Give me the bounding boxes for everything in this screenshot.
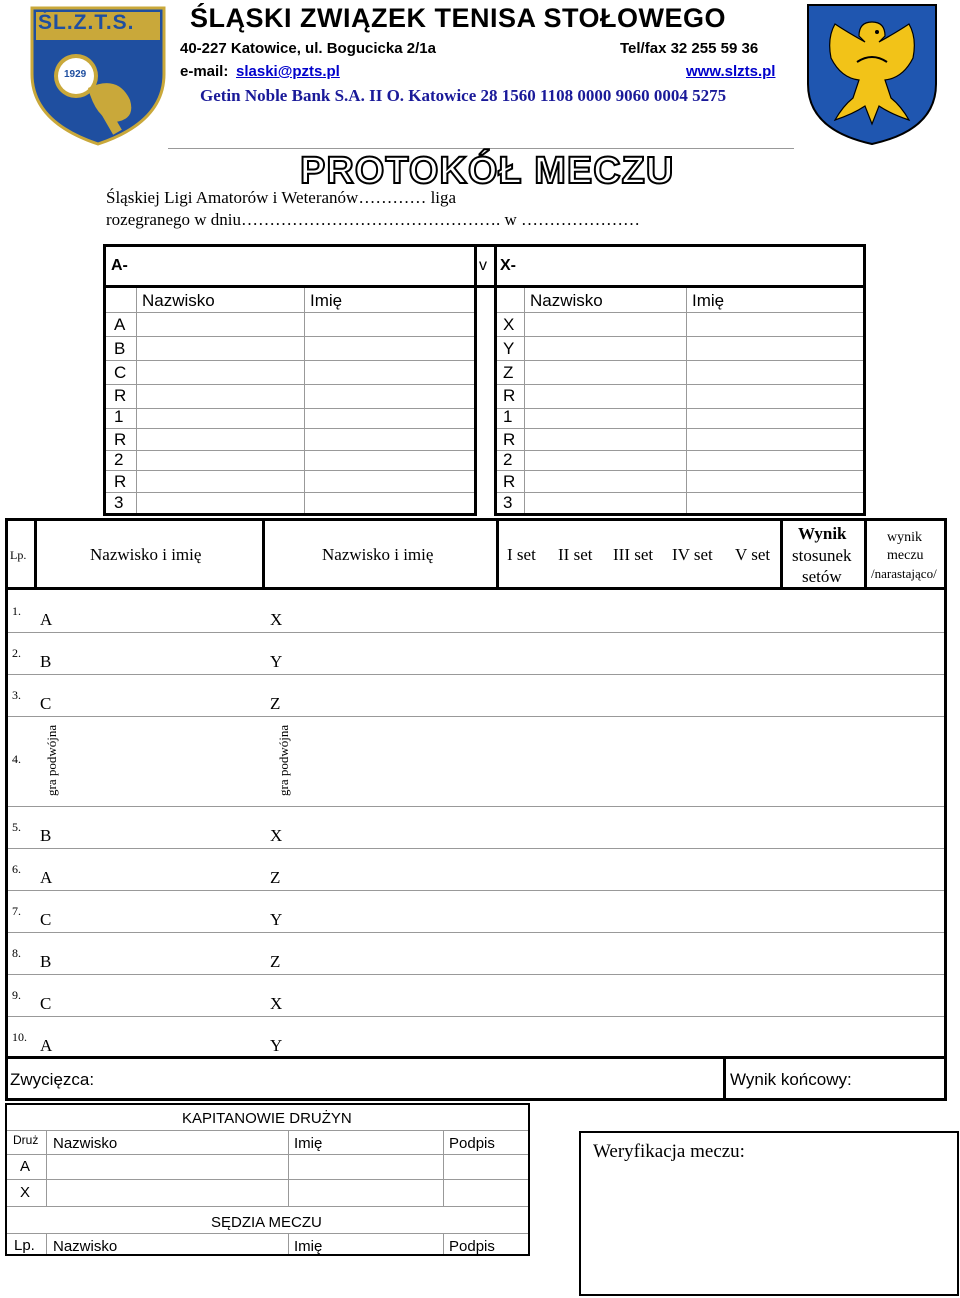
- logo-text: ŚL.Z.T.S.: [38, 11, 135, 34]
- game-player-a: C: [40, 694, 52, 713]
- roster-hline: [106, 408, 474, 409]
- federation-title: ŚLĄSKI ZWIĄZEK TENISA STOŁOWEGO: [190, 3, 727, 33]
- roster-a-vline-2: [304, 288, 305, 513]
- teams-bar-divider-right: [494, 244, 497, 288]
- game-player-x: X: [270, 994, 283, 1013]
- captain-row-x: X: [20, 1184, 31, 1201]
- game-player-a: B: [40, 826, 52, 845]
- game-lp: 7.: [12, 904, 21, 918]
- roster-hline: [106, 428, 474, 429]
- game-row: [8, 890, 944, 932]
- hdr-lp: Lp.: [10, 548, 27, 562]
- hdr-set5: V set: [735, 545, 771, 564]
- captains-col-sign: Podpis: [449, 1135, 495, 1152]
- roster-x-code: R: [503, 472, 516, 491]
- roster-hline: [106, 450, 474, 451]
- game-player-x: Y: [270, 652, 283, 671]
- game-row: [8, 632, 944, 674]
- roster-x-code: 1: [503, 407, 513, 426]
- teams-bar-divider-left: [474, 244, 477, 288]
- game-lp: 5.: [12, 820, 21, 834]
- roster-team-x: [494, 285, 866, 516]
- ref-vline-1: [46, 1233, 47, 1254]
- game-player-a: B: [40, 652, 52, 671]
- games-footer-rule: [5, 1056, 947, 1059]
- szts-logo: [28, 4, 168, 146]
- hdr-set3: III set: [613, 545, 654, 564]
- winner-label: Zwycięzca:: [10, 1070, 95, 1089]
- game-row: [8, 974, 944, 1016]
- hdr-set2: II set: [558, 545, 593, 564]
- captains-col-name: Imię: [294, 1135, 323, 1152]
- email-link[interactable]: slaski@pzts.pl: [236, 63, 340, 80]
- ref-vline-3: [443, 1233, 444, 1254]
- header-div-p2: [496, 518, 499, 588]
- referee-col-sign: Podpis: [449, 1238, 495, 1255]
- game-row: [8, 848, 944, 890]
- game-row: [8, 716, 944, 806]
- game-row: [8, 932, 944, 974]
- roster-a-code: C: [114, 363, 127, 382]
- referee-title: SĘDZIA MECZU: [211, 1214, 322, 1231]
- hdr-match-line2: meczu: [887, 548, 924, 563]
- hdr-player1: Nazwisko i imię: [90, 545, 202, 564]
- game-player-x: Z: [270, 694, 281, 713]
- roster-a-code: R: [114, 386, 127, 405]
- hdr-player2: Nazwisko i imię: [322, 545, 434, 564]
- roster-x-code: R: [503, 430, 516, 449]
- cap-vline-3: [443, 1130, 444, 1206]
- game-player-x: Y: [270, 1036, 283, 1055]
- roster-team-a: [103, 285, 477, 516]
- hdr-match-line3: /narastająco/: [871, 566, 937, 581]
- hdr-result-title: Wynik: [798, 524, 847, 543]
- game-lp: 8.: [12, 946, 21, 960]
- league-line: Śląskiej Ligi Amatorów i Weteranów………… liga: [106, 188, 457, 207]
- game-player-a: A: [40, 868, 53, 887]
- silesia-eagle-emblem: [805, 2, 939, 146]
- roster-hline: [106, 492, 474, 493]
- address: 40-227 Katowice, ul. Bogucicka 2/1a: [180, 40, 436, 57]
- final-result-label: Wynik końcowy:: [730, 1070, 852, 1089]
- header-div-p1: [262, 518, 265, 588]
- roster-a-code: 1: [114, 407, 124, 426]
- roster-a-code: 3: [114, 493, 124, 512]
- roster-hline: [497, 492, 863, 493]
- game-lp: 4.: [12, 752, 21, 766]
- roster-hline: [497, 470, 863, 471]
- roster-a-code: R: [114, 430, 127, 449]
- game-lp: 2.: [12, 646, 21, 660]
- cap-hline-4: [7, 1206, 528, 1207]
- roster-x-code: 3: [503, 493, 513, 512]
- game-player-x-doubles: gra podwójna: [276, 724, 291, 796]
- versus-label: v: [479, 257, 487, 274]
- game-lp: 9.: [12, 988, 21, 1002]
- roster-hline: [497, 312, 863, 313]
- roster-x-vline-1: [524, 288, 525, 513]
- roster-hline: [497, 360, 863, 361]
- game-player-x: X: [270, 826, 283, 845]
- cap-hline-5: [7, 1233, 528, 1234]
- hdr-set1: I set: [507, 545, 536, 564]
- website-link[interactable]: www.slzts.pl: [686, 63, 776, 80]
- game-lp: 3.: [12, 688, 21, 702]
- captain-row-a: A: [20, 1158, 31, 1175]
- ref-vline-2: [288, 1233, 289, 1254]
- team-x-label: X-: [500, 257, 516, 274]
- referee-col-name: Imię: [294, 1238, 323, 1255]
- hdr-result-sub2: setów: [802, 567, 842, 586]
- roster-hline: [106, 360, 474, 361]
- verification-label: Weryfikacja meczu:: [593, 1141, 745, 1162]
- game-player-a: C: [40, 994, 52, 1013]
- game-player-a-doubles: gra podwójna: [44, 724, 59, 796]
- header-div-sets: [780, 518, 783, 588]
- roster-hline: [106, 470, 474, 471]
- roster-a-code: A: [114, 315, 126, 334]
- referee-col-surname: Nazwisko: [53, 1238, 118, 1255]
- roster-a-code: B: [114, 339, 126, 358]
- roster-hline: [106, 384, 474, 385]
- roster-x-code: R: [503, 386, 516, 405]
- team-a-label: A-: [111, 257, 128, 274]
- game-player-x: Z: [270, 952, 281, 971]
- hdr-result-sub1: stosunek: [792, 546, 852, 565]
- protocol-title: PROTOKÓŁ MECZU: [300, 150, 675, 192]
- bank-account: Getin Noble Bank S.A. II O. Katowice 28 1560 1108 0000 9060 0004 5275: [200, 86, 727, 105]
- game-player-x: X: [270, 610, 283, 629]
- cap-hline-2: [7, 1154, 528, 1155]
- date-place-line: rozegranego w dniu………………………………………. w …………………: [106, 210, 641, 229]
- cap-vline-2: [288, 1130, 289, 1206]
- game-lp: 6.: [12, 862, 21, 876]
- roster-hline: [497, 450, 863, 451]
- hdr-match-line1: wynik: [887, 530, 922, 545]
- roster-a-name-header: Imię: [310, 291, 343, 310]
- roster-x-code: X: [503, 315, 515, 334]
- roster-hline: [497, 336, 863, 337]
- roster-hline: [497, 384, 863, 385]
- logo-year: 1929: [64, 69, 87, 80]
- roster-x-code: Y: [503, 339, 515, 358]
- roster-x-code: Z: [503, 363, 514, 382]
- cap-hline-3: [7, 1179, 528, 1180]
- captains-col-team: Druż: [13, 1133, 39, 1147]
- roster-a-surname-header: Nazwisko: [142, 291, 215, 310]
- game-lp: 10.: [12, 1030, 27, 1044]
- game-player-x: Z: [270, 868, 281, 887]
- email-label: e-mail:: [180, 63, 229, 80]
- roster-x-code: 2: [503, 450, 513, 469]
- captains-title: KAPITANOWIE DRUŻYN: [182, 1110, 352, 1127]
- footer-div: [723, 1056, 726, 1101]
- game-lp: 1.: [12, 604, 21, 618]
- roster-hline: [497, 408, 863, 409]
- roster-hline: [497, 428, 863, 429]
- roster-a-vline-1: [136, 288, 137, 513]
- cap-hline-1: [7, 1130, 528, 1131]
- game-player-a: A: [40, 610, 53, 629]
- game-row: [8, 806, 944, 848]
- game-player-a: C: [40, 910, 52, 929]
- hdr-set4: IV set: [672, 545, 713, 564]
- game-row: [8, 590, 944, 632]
- roster-a-code: 2: [114, 450, 124, 469]
- game-player-a: B: [40, 952, 52, 971]
- header-div-lp: [34, 518, 37, 588]
- game-player-x: Y: [270, 910, 283, 929]
- game-player-a: A: [40, 1036, 53, 1055]
- game-row: [8, 674, 944, 716]
- cap-vline-1: [46, 1130, 47, 1206]
- roster-x-surname-header: Nazwisko: [530, 291, 603, 310]
- roster-hline: [106, 312, 474, 313]
- captains-col-surname: Nazwisko: [53, 1135, 118, 1152]
- roster-a-code: R: [114, 472, 127, 491]
- roster-x-name-header: Imię: [692, 291, 725, 310]
- header-divider: [168, 148, 794, 149]
- roster-hline: [106, 336, 474, 337]
- referee-col-lp: Lp.: [14, 1237, 35, 1254]
- game-row: [8, 1016, 944, 1056]
- header-div-result: [864, 518, 867, 588]
- telfax: Tel/fax 32 255 59 36: [620, 40, 759, 57]
- roster-x-vline-2: [686, 288, 687, 513]
